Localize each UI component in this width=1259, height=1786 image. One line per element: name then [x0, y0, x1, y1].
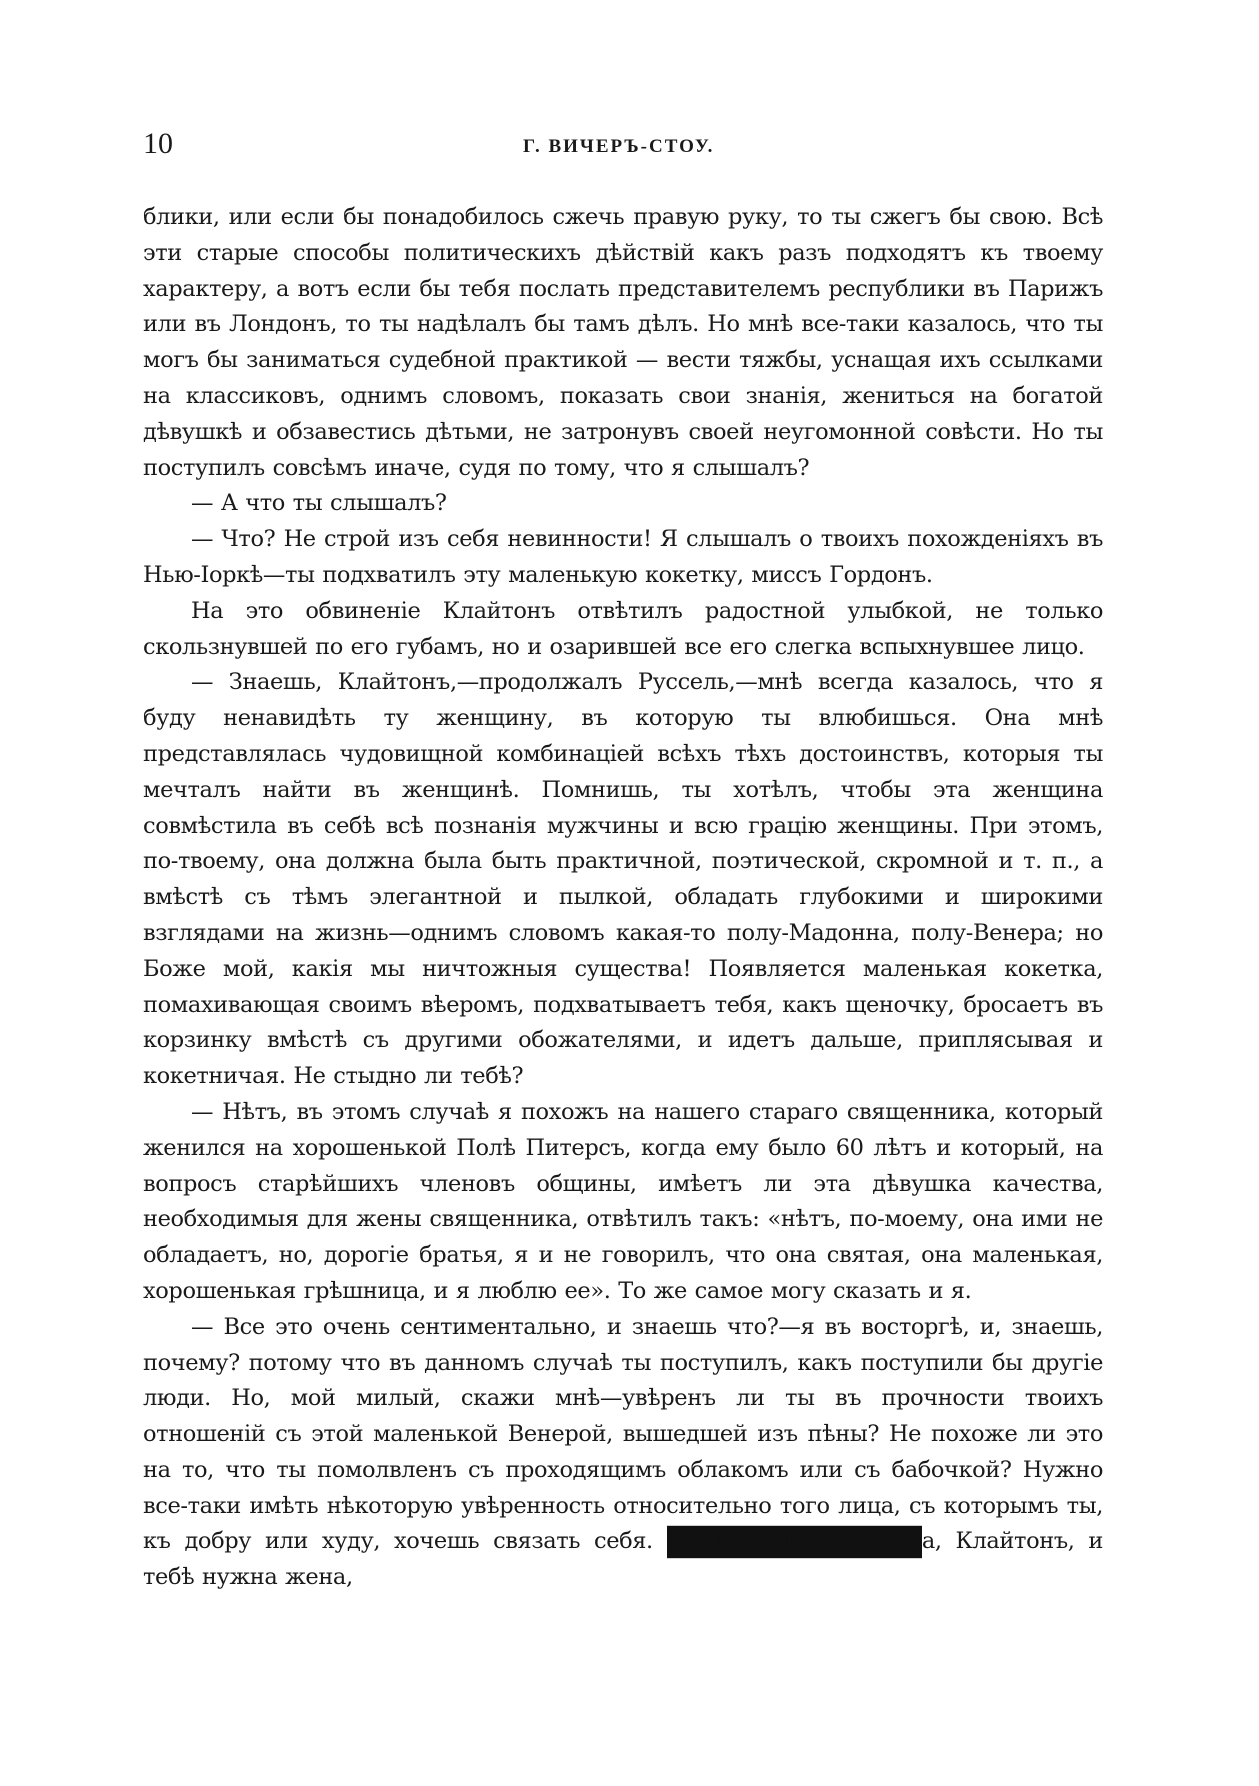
- paragraph-dialogue: — А что ты слышалъ?: [191, 490, 447, 517]
- paragraph-text: — Все это очень сентиментально, и знаешь что?—я въ восторгѣ, и, знаешь, почему? потому что въ данномъ случаѣ ты поступилъ, какъ поступили бы другіе люди. Но, мой милый, скажи мнѣ—увѣренъ ли ты въ прочности твоихъ отношеній съ этой маленькой Венерой, вышедшей изъ пѣны? Не похоже ли это на то, что ты помолвленъ съ проходящимъ облакомъ или съ бабочкой? Нужно все-таки имѣть нѣкоторую увѣренность относительно того лица, съ которымъ ты, къ добру или худу, хочешь связать себя.: [143, 1313, 1103, 1555]
- paragraph-dialogue: — Что? Не строй изъ себя невинности! Я слышалъ о твоихъ похожденіяхъ въ Нью-Іоркѣ—ты подхватилъ эту маленькую кокетку, миссъ Гордонъ.: [143, 526, 1103, 588]
- paragraph-tail: а, Клайтонъ, и тебѣ нужна жена,: [143, 1528, 1103, 1591]
- paragraph-dialogue: [143, 1310, 1103, 1596]
- page-number: 10: [143, 127, 173, 160]
- paragraph-dialogue: — Знаешь, Клайтонъ,—продолжалъ Руссель,—мнѣ всегда казалось, что я буду ненавидѣть ту женщину, въ которую ты влюбишься. Она мнѣ представлялась чудовищной комбинаціей всѣхъ тѣхъ достоинствъ, которыя ты мечталъ найти въ женщинѣ. Помнишь, ты хотѣлъ, чтобы эта женщина совмѣстила въ себѣ всѣ познанія мужчины и всю грацію женщины. При этомъ, по-твоему, она должна была быть практичной, поэтической, скромной и т. п., а вмѣстѣ съ тѣмъ элегантной и пылкой, обладать глубокими и широкими взглядами на жизнь—однимъ словомъ какая-то полу-Мадонна, полу-Венера; но Боже мой, какія мы ничтожныя существа! Появляется маленькая кокетка, помахивающая своимъ вѣеромъ, подхватываетъ тебя, какъ щеночку, бросаетъ въ корзинку вмѣстѣ съ другими обожателями, и идетъ дальше, приплясывая и кокетничая. Не стыдно ли тебѣ?: [143, 669, 1103, 1090]
- paragraph-continuation: блики, или если бы понадобилось сжечь правую руку, то ты сжегъ бы свою. Всѣ эти старые способы политическихъ дѣйствій какъ разъ подходятъ къ твоему характеру, а вотъ если бы тебя послать представителемъ республики въ Парижъ или въ Лондонъ, то ты надѣлалъ бы тамъ дѣлъ. Но мнѣ все-таки казалось, что ты могъ бы заниматься судебной практикой — вести тяжбы, уснащая ихъ ссылками на классиковъ, однимъ словомъ, показать свои знанія, жениться на богатой дѣвушкѣ и обзавестись дѣтьми, не затронувъ своей неугомонной совѣсти. Но ты поступилъ совсѣмъ иначе, судя по тому, что я слышалъ?: [143, 204, 1103, 481]
- paragraph-narration: На это обвиненіе Клайтонъ отвѣтилъ радостной улыбкой, не только скользнувшей по его губамъ, но и озарившей все его слегка вспыхнувшее лицо.: [143, 597, 1103, 660]
- running-title: Г. ВИЧЕРЪ-СТОУ.: [523, 136, 715, 157]
- page-header: [143, 128, 1103, 168]
- body-text: [143, 200, 1103, 1596]
- paragraph-dialogue: — Нѣтъ, въ этомъ случаѣ я похожъ на нашего стараго священника, который женился на хорошенькой Полѣ Питерсъ, когда ему было 60 лѣтъ и который, на вопросъ старѣйшихъ членовъ общины, имѣетъ ли эта дѣвушка качества, необходимыя для жены священника, отвѣтилъ такъ: «нѣтъ, по-моему, она ими не обладаетъ, но, дорогіе братья, я и не говорилъ, что она святая, она маленькая, хорошенькая грѣшница, и я люблю ее». То же самое могу сказать и я.: [143, 1098, 1103, 1304]
- library-stamp: БИБЛИОТЕКА: [667, 1526, 922, 1558]
